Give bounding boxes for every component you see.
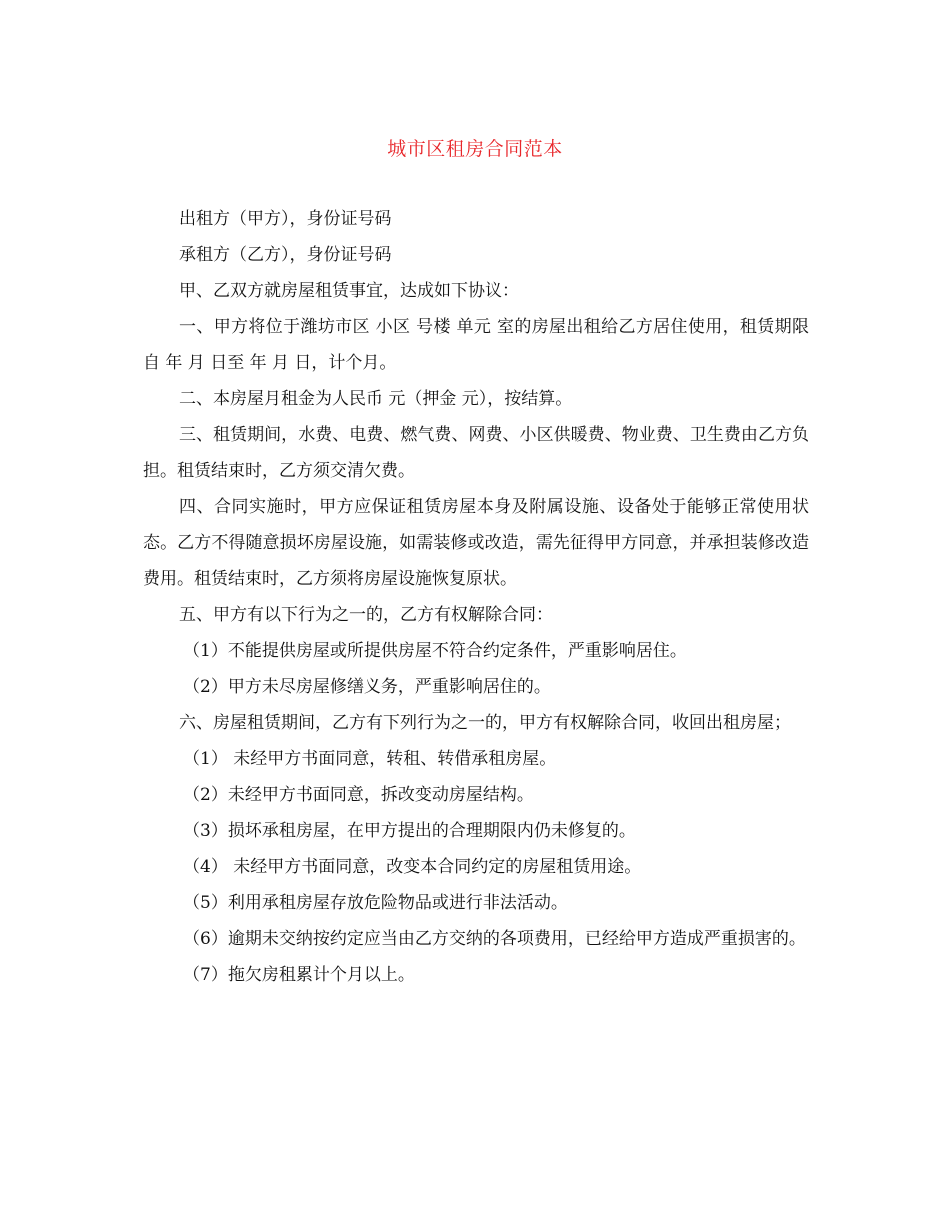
paragraph-clause-5: 五、甲方有以下行为之一的，乙方有权解除合同： — [179, 605, 553, 625]
document-title: 城市区租房合同范本 — [387, 138, 563, 160]
paragraph-clause-5-item-2: （2）甲方未尽房屋修缮义务，严重影响居住的。 — [183, 677, 551, 697]
paragraph-clause-4: 四、合同实施时，甲方应保证租赁房屋本身及附属设施、设备处于能够正常使用状态。乙方不得随意损坏房屋设施，如需装修或改造，需先征得甲方同意，并承担装修改造费用。租赁结束时，乙方须将房屋设施恢复原状。 — [143, 497, 809, 589]
paragraph-clause-6-item-2: （2）未经甲方书面同意，拆改变动房屋结构。 — [183, 785, 534, 805]
paragraph-clause-2: 二、本房屋月租金为人民币 元（押金 元），按结算。 — [179, 389, 573, 409]
paragraph-lessee: 承租方（乙方），身份证号码 — [179, 245, 392, 265]
paragraph-clause-6: 六、房屋租赁期间，乙方有下列行为之一的，甲方有权解除合同，收回出租房屋； — [179, 713, 791, 733]
paragraph-clause-6-item-1: （1） 未经甲方书面同意，转租、转借承租房屋。 — [183, 749, 557, 769]
paragraph-clause-6-item-5: （5）利用承租房屋存放危险物品或进行非法活动。 — [183, 893, 568, 913]
paragraph-lessor: 出租方（甲方），身份证号码 — [179, 209, 392, 229]
document-body — [143, 201, 809, 993]
paragraph-agreement-intro: 甲、乙双方就房屋租赁事宜，达成如下协议： — [179, 281, 519, 301]
paragraph-clause-3: 三、租赁期间，水费、电费、燃气费、网费、小区供暖费、物业费、卫生费由乙方负担。租赁结束时，乙方须交清欠费。 — [143, 425, 809, 481]
paragraph-clause-5-item-1: （1）不能提供房屋或所提供房屋不符合约定条件，严重影响居住。 — [183, 641, 687, 661]
paragraph-clause-1: 一、甲方将位于潍坊市区 小区 号楼 单元 室的房屋出租给乙方居住使用，租赁期限自 年 月 日至 年 月 日，计个月。 — [143, 317, 809, 373]
paragraph-clause-6-item-6: （6）逾期未交纳按约定应当由乙方交纳的各项费用，已经给甲方造成严重损害的。 — [183, 929, 806, 949]
paragraph-clause-6-item-3: （3）损坏承租房屋，在甲方提出的合理期限内仍未修复的。 — [183, 821, 636, 841]
paragraph-clause-6-item-4: （4） 未经甲方书面同意，改变本合同约定的房屋租赁用途。 — [183, 857, 642, 877]
paragraph-clause-6-item-7: （7）拖欠房租累计个月以上。 — [183, 965, 415, 985]
